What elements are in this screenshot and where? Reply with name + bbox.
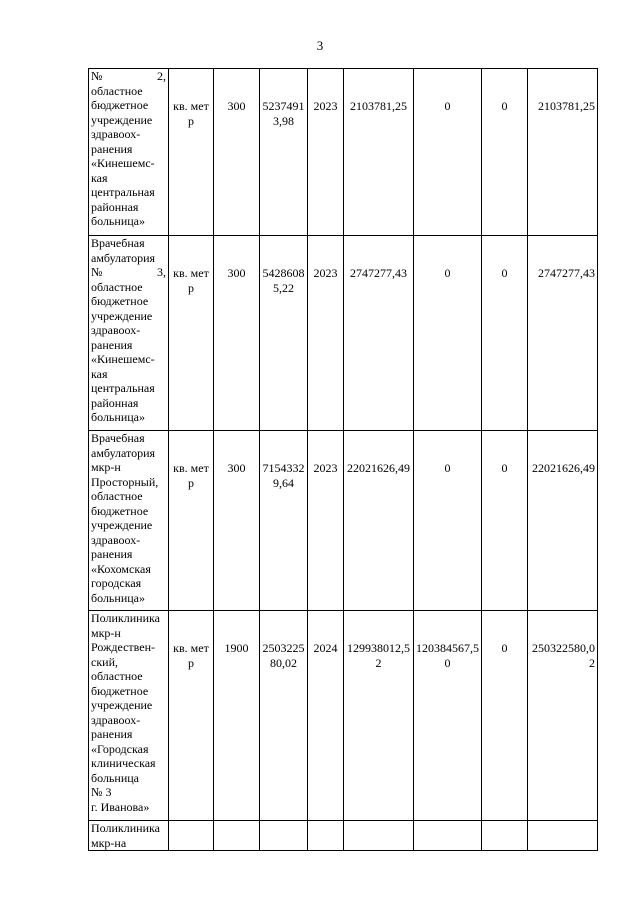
table-row — [89, 69, 598, 236]
object-name-line: г. Иванова» — [91, 799, 150, 814]
object-name-line: амбулатория — [91, 250, 156, 265]
object-name-line: бюджетное — [91, 294, 149, 308]
area-cell — [214, 821, 260, 851]
object-name-line: № 3, — [91, 265, 166, 279]
object-name-line: центральная — [91, 185, 155, 199]
object-name-line: Поликлиника — [91, 611, 160, 625]
object-name-line: кая — [91, 170, 108, 185]
total-cell: 2747277,43 — [344, 236, 414, 431]
year-cell: 2023 — [308, 236, 344, 431]
federal-cell: 0 — [414, 69, 482, 236]
table-row — [89, 431, 598, 611]
unit-cell: кв. метр — [169, 611, 214, 821]
objects-table — [88, 68, 598, 851]
object-name-line: Просторный, — [91, 474, 159, 489]
object-name-line: мкр-на — [91, 835, 127, 850]
object-name-line: больница» — [91, 590, 145, 605]
object-name-line: кая — [91, 366, 108, 381]
object-name-line: здравоох- — [91, 712, 141, 727]
object-name-line: учреждение — [91, 308, 153, 323]
unit-cell: кв. метр — [169, 236, 214, 431]
object-name-line: районная — [91, 199, 139, 214]
unit-cell: кв. метр — [169, 431, 214, 611]
object-name-line: здравоох- — [91, 532, 141, 547]
sum-cell: 250322580,02 — [528, 611, 598, 821]
object-name-line: ранения — [91, 727, 133, 741]
cost-cell — [260, 821, 308, 851]
object-name-line: городская — [91, 576, 142, 590]
object-name-line: № 2, — [91, 69, 166, 83]
table-row — [89, 236, 598, 431]
object-name-line: ранения — [91, 337, 133, 352]
cost-cell: 71543329,64 — [260, 431, 308, 611]
cost-cell: 52374913,98 — [260, 69, 308, 236]
object-name-line: «Кинешемс- — [91, 352, 155, 366]
federal-cell: 0 — [414, 236, 482, 431]
federal-cell: 0 — [414, 431, 482, 611]
object-name-line: Врачебная — [91, 236, 145, 250]
object-name-cell — [89, 69, 169, 236]
table-row — [89, 821, 598, 851]
regional-cell: 0 — [482, 431, 528, 611]
object-name-line: районная — [91, 395, 139, 410]
object-name-cell — [89, 611, 169, 821]
object-name-line: учреждение — [91, 698, 153, 712]
object-name-line: № 3 — [91, 785, 112, 799]
object-name-line: здравоох- — [91, 323, 141, 337]
unit-cell — [169, 821, 214, 851]
cost-cell: 250322580,02 — [260, 611, 308, 821]
object-name-line: больница» — [91, 214, 145, 228]
object-name-line: областное — [91, 279, 143, 294]
regional-cell — [482, 821, 528, 851]
table-row — [89, 611, 598, 821]
object-name-line: мкр-н — [91, 625, 121, 640]
page-number: 3 — [316, 38, 324, 53]
object-name-line: мкр-н — [91, 460, 121, 474]
object-name-line: областное — [91, 489, 143, 503]
object-name-cell — [89, 431, 169, 611]
object-name-line: учреждение — [91, 518, 153, 532]
area-cell: 300 — [214, 431, 260, 611]
object-name-line: «Кохомская — [91, 561, 151, 576]
regional-cell: 0 — [482, 69, 528, 236]
total-cell — [344, 821, 414, 851]
unit-cell: кв. метр — [169, 69, 214, 236]
total-cell: 2103781,25 — [344, 69, 414, 236]
object-name-line: здравоох- — [91, 127, 141, 141]
object-name-line: учреждение — [91, 112, 153, 127]
object-name-line: Врачебная — [91, 431, 145, 445]
object-name-line: больница — [91, 770, 139, 785]
year-cell: 2023 — [308, 431, 344, 611]
total-cell: 22021626,49 — [344, 431, 414, 611]
object-name-line: бюджетное — [91, 98, 149, 112]
object-name-line: амбулатория — [91, 445, 156, 460]
year-cell: 2023 — [308, 69, 344, 236]
area-cell: 1900 — [214, 611, 260, 821]
object-name-line: «Кинешемс- — [91, 156, 155, 170]
object-name-line: областное — [91, 83, 143, 98]
federal-cell — [414, 821, 482, 851]
total-cell: 129938012,52 — [344, 611, 414, 821]
sum-cell — [528, 821, 598, 851]
object-name-line: ранения — [91, 141, 133, 156]
object-name-line: клиническая — [91, 756, 156, 770]
area-cell: 300 — [214, 69, 260, 236]
object-name-line: Поликлиника — [91, 821, 160, 835]
federal-cell: 120384567,50 — [414, 611, 482, 821]
object-name-line: бюджетное — [91, 683, 149, 698]
sum-cell: 2103781,25 — [528, 69, 598, 236]
object-name-line: бюджетное — [91, 503, 149, 518]
area-cell: 300 — [214, 236, 260, 431]
object-name-cell — [89, 236, 169, 431]
regional-cell: 0 — [482, 236, 528, 431]
cost-cell: 54286085,22 — [260, 236, 308, 431]
object-name-line: ский, — [91, 654, 118, 669]
sum-cell: 22021626,49 — [528, 431, 598, 611]
year-cell — [308, 821, 344, 851]
object-name-line: областное — [91, 669, 143, 683]
object-name-line: ранения — [91, 547, 133, 561]
object-name-cell — [89, 821, 169, 851]
year-cell: 2024 — [308, 611, 344, 821]
object-name-line: Рождествен- — [91, 640, 156, 654]
object-name-line: больница» — [91, 410, 145, 424]
object-name-line: «Городская — [91, 741, 149, 756]
sum-cell: 2747277,43 — [528, 236, 598, 431]
object-name-line: центральная — [91, 381, 155, 395]
regional-cell: 0 — [482, 611, 528, 821]
